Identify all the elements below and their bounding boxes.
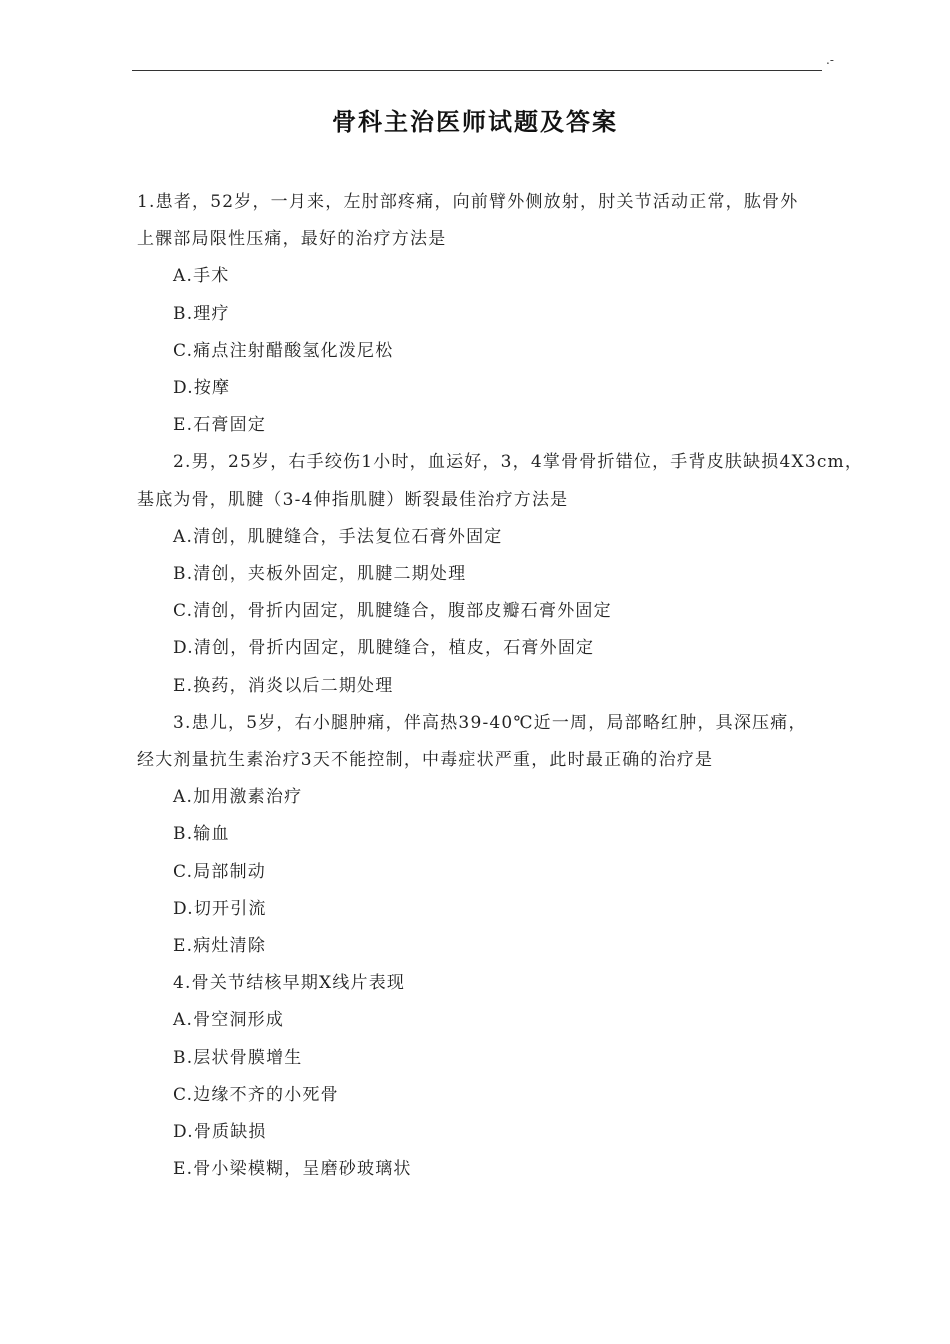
question-3-option-d: D.切开引流: [173, 898, 267, 919]
question-2-stem-line-2: 基底为骨，肌腱（3-4伸指肌腱）断裂最佳治疗方法是: [137, 489, 569, 510]
question-1-option-d: D.按摩: [173, 378, 231, 399]
question-3-stem-line-2: 经大剂量抗生素治疗3天不能控制，中毒症状严重，此时最正确的治疗是: [137, 750, 714, 771]
question-2-option-a: A.清创，肌腱缝合，手法复位石膏外固定: [173, 526, 503, 547]
header-rule: [132, 70, 822, 71]
question-4-option-d: D.骨质缺损: [173, 1122, 267, 1143]
page-title: 骨科主治医师试题及答案: [332, 107, 618, 137]
question-3-option-a: A.加用激素治疗: [173, 787, 303, 808]
question-4: [137, 965, 837, 1188]
question-4-stem-line-1: 4.骨关节结核早期X线片表现: [173, 973, 406, 994]
question-4-option-a: A.骨空洞形成: [173, 1010, 285, 1031]
question-2-option-d: D.清创，骨折内固定，肌腱缝合，植皮，石膏外固定: [173, 638, 595, 659]
question-1-option-c: C.痛点注射醋酸氢化泼尼松: [173, 340, 394, 361]
question-4-option-c: C.边缘不齐的小死骨: [173, 1084, 339, 1105]
question-2-stem-line-1: 2.男，25岁，右手绞伤1小时，血运好，3，4掌骨骨折错位，手背皮肤缺损4X3cm，: [173, 452, 864, 473]
question-1-stem-line-1: 1.患者，52岁，一月来，左肘部疼痛，向前臂外侧放射，肘关节活动正常，肱骨外: [137, 192, 799, 212]
question-1-option-b: B.理疗: [173, 303, 230, 324]
question-4-option-e: E.骨小梁模糊，呈磨砂玻璃状: [173, 1159, 412, 1180]
question-2-option-e: E.换药，消炎以后二期处理: [173, 675, 394, 696]
question-2-option-c: C.清创，骨折内固定，肌腱缝合，腹部皮瓣石膏外固定: [173, 601, 612, 622]
question-3-option-b: B.输血: [173, 824, 230, 845]
question-2-option-b: B.清创，夹板外固定，肌腱二期处理: [173, 564, 467, 585]
header-mark: .-: [826, 53, 834, 67]
question-1: [137, 184, 837, 444]
question-1-option-a: A.手术: [173, 266, 230, 287]
question-2: [137, 444, 864, 704]
question-list: [137, 184, 864, 1188]
question-3: [137, 705, 837, 965]
question-1-stem-line-2: 上髁部局限性压痛，最好的治疗方法是: [137, 229, 447, 250]
question-3-stem-line-1: 3.患儿，5岁，右小腿肿痛，伴高热39-40℃近一周，局部略红肿，具深压痛，: [173, 712, 807, 733]
question-3-option-e: E.病灶清除: [173, 936, 267, 957]
question-4-option-b: B.层状骨膜增生: [173, 1047, 303, 1068]
question-3-option-c: C.局部制动: [173, 861, 267, 882]
question-1-option-e: E.石膏固定: [173, 415, 267, 436]
